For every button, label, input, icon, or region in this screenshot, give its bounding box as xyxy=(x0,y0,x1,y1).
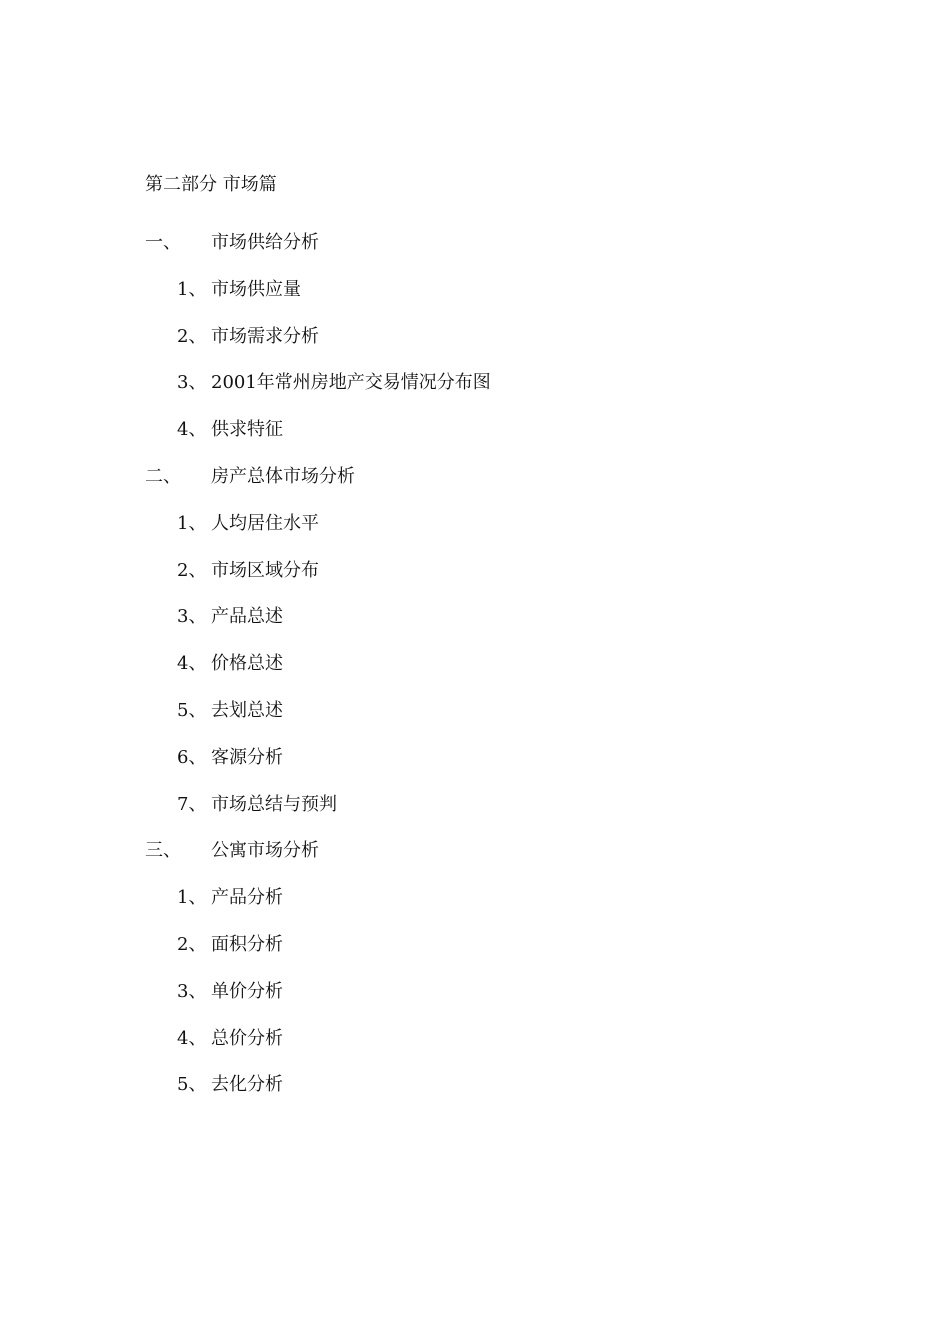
item-number: 3、 xyxy=(177,606,207,628)
item-label: 市场需求分析 xyxy=(211,325,319,347)
toc-item xyxy=(0,651,950,698)
item-label: 产品总述 xyxy=(211,606,283,628)
item-label: 人均居住水平 xyxy=(211,512,319,534)
item-number: 4、 xyxy=(177,419,207,441)
item-label: 市场区域分布 xyxy=(211,559,319,581)
item-label: 单价分析 xyxy=(211,980,283,1002)
item-label: 总价分析 xyxy=(211,1027,283,1049)
item-number: 2、 xyxy=(177,933,207,955)
toc-item xyxy=(0,558,950,605)
toc-section-2 xyxy=(0,464,950,511)
item-label: 价格总述 xyxy=(211,653,283,675)
item-number: 4、 xyxy=(177,1027,207,1049)
toc-item xyxy=(0,417,950,464)
item-number: 3、 xyxy=(177,980,207,1002)
item-number: 2、 xyxy=(177,559,207,581)
toc-item xyxy=(0,370,950,417)
toc-item xyxy=(0,1026,950,1073)
item-number: 1、 xyxy=(177,512,207,534)
item-number: 3、 xyxy=(177,372,207,394)
section-number: 三、 xyxy=(145,840,181,862)
section-label: 市场供给分析 xyxy=(211,232,319,253)
page-title: 第二部分 市场篇 xyxy=(145,174,277,195)
item-number: 6、 xyxy=(177,746,207,768)
section-label: 公寓市场分析 xyxy=(211,840,319,862)
item-number: 4、 xyxy=(177,653,207,675)
toc-item xyxy=(0,932,950,979)
item-label: 面积分析 xyxy=(211,933,283,955)
item-label: 去划总述 xyxy=(211,699,283,721)
section-label: 房产总体市场分析 xyxy=(211,465,355,487)
item-number: 1、 xyxy=(177,887,207,909)
toc-item xyxy=(0,324,950,371)
item-label: 2001年常州房地产交易情况分布图 xyxy=(211,372,491,394)
toc-section-1 xyxy=(0,230,950,277)
item-label: 市场总结与预判 xyxy=(211,793,337,815)
item-label: 产品分析 xyxy=(211,887,283,909)
item-label: 供求特征 xyxy=(211,419,283,441)
item-label: 去化分析 xyxy=(211,1074,283,1096)
section-number: 二、 xyxy=(145,465,181,487)
toc-item xyxy=(0,885,950,932)
item-label: 客源分析 xyxy=(211,746,283,768)
item-number: 7、 xyxy=(177,793,207,815)
toc-section-3 xyxy=(0,838,950,885)
item-number: 2、 xyxy=(177,325,207,347)
item-number: 5、 xyxy=(177,1074,207,1096)
toc-item xyxy=(0,277,950,324)
toc-item xyxy=(0,745,950,792)
toc-item xyxy=(0,792,950,839)
toc-item xyxy=(0,979,950,1026)
toc-item xyxy=(0,604,950,651)
item-label: 市场供应量 xyxy=(211,278,301,300)
item-number: 5、 xyxy=(177,699,207,721)
toc-item xyxy=(0,698,950,745)
toc-item xyxy=(0,511,950,558)
table-of-contents xyxy=(0,230,950,1119)
section-number: 一、 xyxy=(145,232,181,253)
item-number: 1、 xyxy=(177,278,207,300)
toc-item xyxy=(0,1072,950,1119)
